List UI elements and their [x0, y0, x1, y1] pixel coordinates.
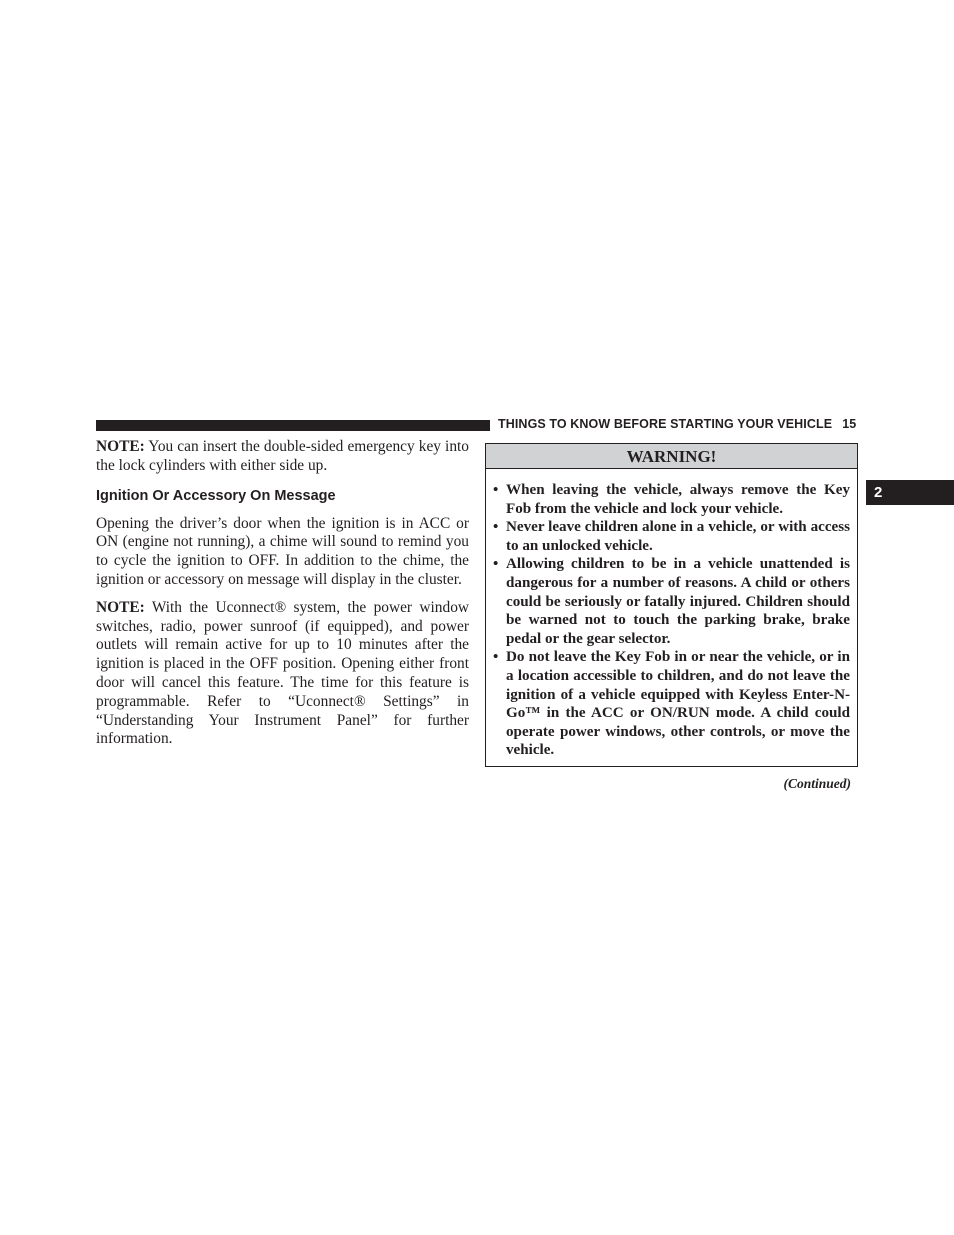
note-paragraph-1 — [96, 438, 469, 476]
continued-label: (Continued) — [783, 776, 851, 791]
warning-item: • Do not leave the Key Fob in or near the vehicle, or in a location accessible to children, and do not leave the ignition of a vehicle equipped with Keyless Enter-N-Go™ in the ACC or ON/RUN mode. A child could operate power windows, other controls, or move the vehicle. — [493, 649, 850, 759]
section-heading: Ignition Or Accessory On Message — [96, 487, 336, 504]
running-header — [498, 417, 858, 431]
warning-box — [485, 443, 858, 767]
warning-item: • When leaving the vehicle, always remove the Key Fob from the vehicle and lock your vehicle. — [493, 482, 850, 517]
chapter-tab: 2 — [866, 480, 954, 505]
page-number: 15 — [842, 417, 857, 431]
warning-title: WARNING! — [486, 444, 857, 469]
header-rule — [96, 420, 490, 431]
note-label: NOTE: — [96, 598, 145, 616]
bullet-icon: • — [493, 649, 499, 666]
warning-item: • Allowing children to be in a vehicle unattended is dangerous for a number of reasons. A child or others could be seriously or fatally injured. Children should be warned not to touch the parking brake, brake pedal or the gear selector. — [493, 556, 850, 647]
note-paragraph-2 — [96, 599, 469, 749]
note-label: NOTE: — [96, 438, 145, 455]
bullet-icon: • — [493, 519, 499, 536]
note-text: You can insert the double-sided emergency key into the lock cylinders with either side up. — [96, 438, 469, 474]
warning-list — [486, 469, 857, 760]
body-paragraph: Opening the driver’s door when the ignition is in ACC or ON (engine not running), a chime will sound to remind you to cycle the ignition to OFF. In addition to the chime, the ignition or accessory on message will display in the cluster. — [96, 514, 469, 588]
bullet-icon: • — [493, 482, 499, 498]
header-title: THINGS TO KNOW BEFORE STARTING YOUR VEHICLE — [498, 417, 833, 431]
left-column — [96, 438, 469, 749]
warning-item: • Never leave children alone in a vehicle, or with access to an unlocked vehicle. — [493, 519, 850, 554]
bullet-icon: • — [493, 556, 499, 573]
note-text: With the Uconnect® system, the power window switches, radio, power sunroof (if equipped), and power outlets will remain active for up to 10 minutes after the ignition is placed in the OFF position. Opening either front door will cancel this feature. The time for this feature is programmable. Refer to “Uconnect® Settings” in “Understanding Your Instrument Panel” for further information. — [96, 598, 469, 748]
